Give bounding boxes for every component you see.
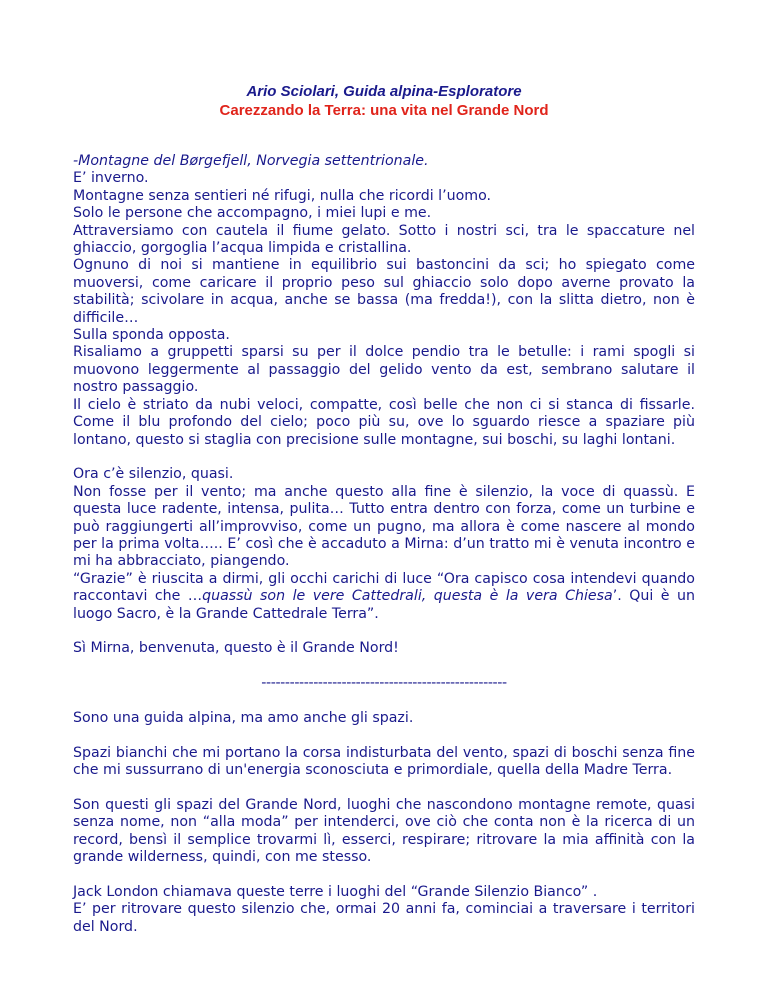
paragraph: Sulla sponda opposta. [73, 327, 230, 344]
paragraph: Ognuno di noi si mantiene in equilibrio sui bastoncini da sci; ho spiegato come muoversi, come caricare il proprio peso sul ghiaccio solo dopo averne provato la stabilità; scivolare in acqua, anche se bassa (ma fredda!), con la slitta dietro, non è difficile… [73, 257, 695, 326]
section-borgefjell [73, 153, 695, 449]
section-silence [73, 466, 695, 623]
quote-start: “Grazie” è riuscita a dirmi, gli occhi carichi di luce “Ora capisco cosa intendevi quando raccontavi che … [73, 570, 695, 605]
quote-end: ’. Qui è un luogo Sacro, è la Grande Cattedrale Terra”. [73, 588, 695, 622]
paragraph: Risaliamo a gruppetti sparsi su per il dolce pendio tra le betulle: i rami spogli si muovono leggermente al passaggio del gelido vento da est, sembrano salutare il nostro passaggio. [73, 344, 695, 396]
place-heading: -Montagne del Børgefjell, Norvegia settentrionale. [73, 153, 429, 169]
paragraph: Solo le persone che accompagno, i miei lupi e me. [73, 205, 432, 222]
paragraph-quote [73, 571, 695, 623]
document-page [73, 82, 695, 936]
section-spaces [73, 710, 695, 936]
paragraph: Sì Mirna, benvenuta, questo è il Grande Nord! [73, 640, 399, 657]
paragraph: Il cielo è striato da nubi veloci, compatte, così belle che non ci si stanca di fissarle. Come il blu profondo del cielo; poco più su, ove lo sguardo riesce a spaziare più lontano, questo si staglia con precisione sulle montagne, sui boschi, su laghi lontani. [73, 396, 695, 448]
paragraph: Non fosse per il vento; ma anche questo alla fine è silenzio, la voce di quassù. E questa luce radente, intensa, pulita… Tutto entra dentro con forza, come un turbine e può raggiungerti all’improvviso, come un pugno, ma allora è come nascere al mondo per la prima volta….. E’ così che è accaduto a Mirna: d’un tratto mi è venuta incontro e mi ha abbracciato, piangendo. [73, 483, 695, 570]
paragraph: Spazi bianchi che mi portano la corsa indisturbata del vento, spazi di boschi senza fine che mi sussurrano di un'energia sconosciuta e primordiale, quella della Madre Terra. [73, 744, 695, 779]
paragraph: Sono una guida alpina, ma amo anche gli spazi. [73, 709, 414, 726]
paragraph: E’ per ritrovare questo silenzio che, ormai 20 anni fa, cominciai a traversare i territori del Nord. [73, 901, 695, 935]
paragraph: Son questi gli spazi del Grande Nord, luoghi che nascondono montagne remote, quasi senza nome, non “alla moda” per intenderci, ove ciò che conta non è la ricerca di un record, bensì il semplice trovarmi lì, esserci, respirare; ritrovare la mia affinità con la grande wilderness, quindi, con me stesso. [73, 796, 695, 866]
section-welcome [73, 640, 695, 657]
separator-line: ---------------------------------------------------- [261, 675, 507, 692]
paragraph: Ora c’è silenzio, quasi. [73, 466, 234, 483]
paragraph: Montagne senza sentieri né rifugi, nulla che ricordi l’uomo. [73, 187, 492, 204]
document-header [73, 82, 695, 120]
paragraph: E’ inverno. [73, 170, 149, 187]
paragraph: Jack London chiamava queste terre i luoghi del “Grande Silenzio Bianco” . [73, 883, 598, 900]
quote-italic: quassù son le vere Cattedrali, questa è la vera Chiesa [202, 588, 613, 605]
book-title: Carezzando la Terra: una vita nel Grande Nord [219, 102, 549, 119]
author-line: Ario Sciolari, Guida alpina-Esploratore [246, 83, 522, 100]
paragraph: Attraversiamo con cautela il fiume gelato. Sotto i nostri sci, tra le spaccature nel ghiaccio, gorgoglia l’acqua limpida e cristallina. [73, 222, 695, 257]
